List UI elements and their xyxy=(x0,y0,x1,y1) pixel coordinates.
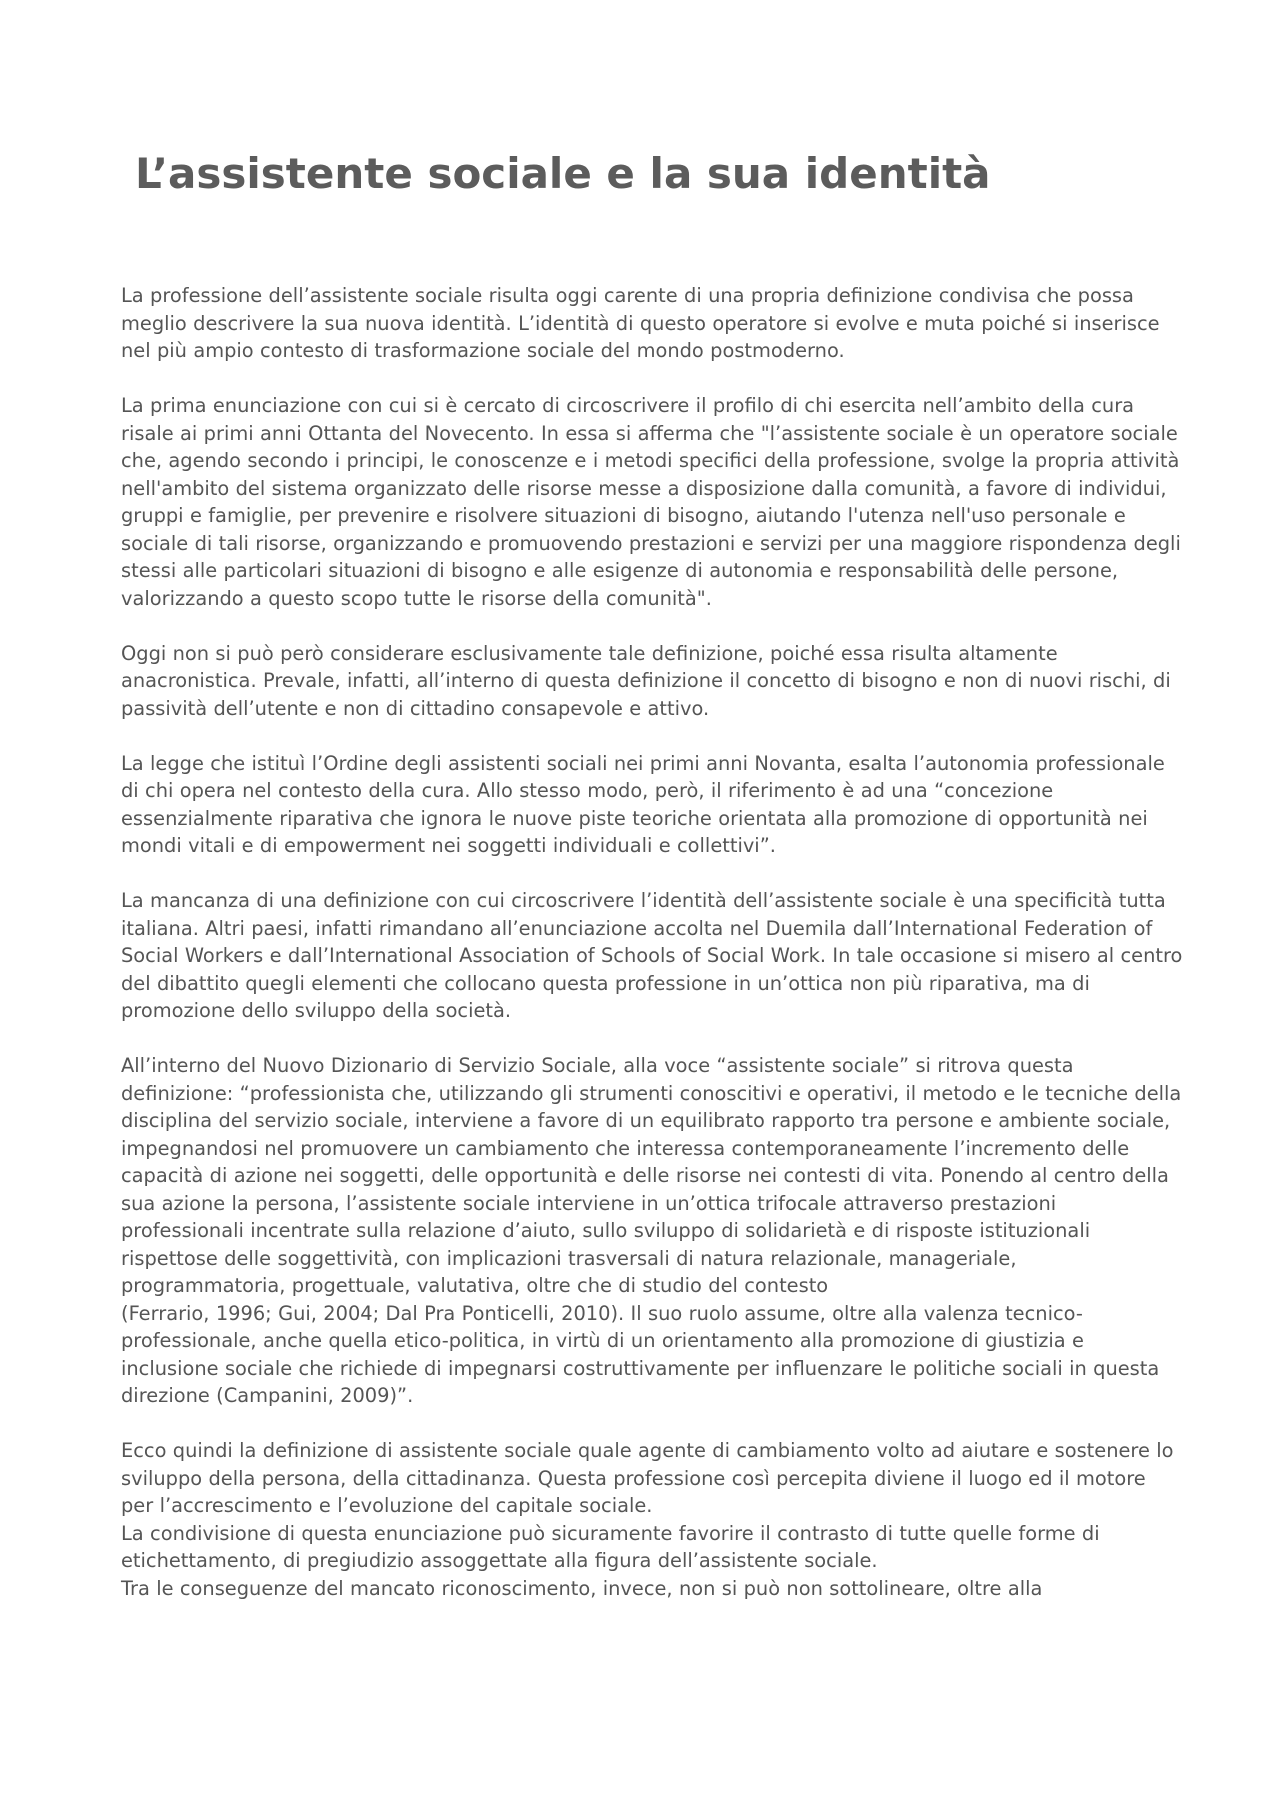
paragraph-dictionary-definition: All’interno del Nuovo Dizionario di Servizio Sociale, alla voce “assistente sociale” si ritrova questa definizione: “professionista che, utilizzando gli strumenti conoscitivi e operativi, il metodo e le tecniche della disciplina del servizio sociale, interviene a favore di un equilibrato rapporto tra persone e ambiente sociale, impegnandosi nel promuovere un cambiamento che interessa contemporaneamente l’incremento delle capacità di azione nei soggetti, delle opportunità e delle risorse nei contesti di vita. Ponendo al centro della sua azione la persona, l’assistente sociale interviene in un’ottica trifocale attraverso prestazioni professionali incentrate sulla relazione d’aiuto, sullo sviluppo di solidarietà e di risposte istituzionali rispettose delle soggettività, con implicazioni trasversali di natura relazionale, manageriale, programmatoria, progettuale, valutativa, oltre che di studio del contesto xyxy=(121,1054,1182,1297)
paragraph-consequences: Tra le conseguenze del mancato riconoscimento, invece, non si può non sottolineare, oltre alla xyxy=(121,1576,1043,1600)
paragraph-sharing: La condivisione di questa enunciazione può sicuramente favorire il contrasto di tutte quelle forme di etichettamento, di pregiudizio assoggettate alla figura dell’assistente sociale. xyxy=(121,1521,1100,1572)
document-title: L’assistente sociale e la sua identità xyxy=(135,149,991,198)
paragraph-law: La legge che istituì l’Ordine degli assistenti sociali nei primi anni Novanta, esalta l’autonomia professionale di chi opera nel contesto della cura. Allo stesso modo, però, il riferimento è ad una “concezione essenzialmente riparativa che ignora le nuove piste teoriche orientata alla promozione di opportunità nei mondi vitali e di empowerment nei soggetti individuali e collettivi”. xyxy=(121,751,1165,857)
paragraph-change-agent: Ecco quindi la definizione di assistente sociale quale agente di cambiamento volto ad aiutare e sostenere lo sviluppo della persona, della cittadinanza. Questa professione così percepita diviene il luogo ed il motore per l’accrescimento e l’evoluzione del capitale sociale. xyxy=(121,1439,1174,1517)
document-body xyxy=(121,282,1183,1602)
paragraph-intro: La professione dell’assistente sociale risulta oggi carente di una propria definizione condivisa che possa meglio descrivere la sua nuova identità. L’identità di questo operatore si evolve e muta poiché si inserisce nel più ampio contesto di trasformazione sociale del mondo postmoderno. xyxy=(121,284,1160,362)
paragraph-international: La mancanza di una definizione con cui circoscrivere l’identità dell’assistente sociale è una specificità tutta italiana. Altri paesi, infatti rimandano all’enunciazione accolta nel Duemila dall’International Federation of Social Workers e dall’International Association of Schools of Social Work. In tale occasione si misero al centro del dibattito quegli elementi che collocano questa professione in un’ottica non più riparativa, ma di promozione dello sviluppo della società. xyxy=(121,889,1183,1022)
paragraph-anachronism: Oggi non si può però considerare esclusivamente tale definizione, poiché essa risulta altamente anacronistica. Prevale, infatti, all’interno di questa definizione il concetto di bisogno e non di nuovi rischi, di passività dell’utente e non di cittadino consapevole e attivo. xyxy=(121,641,1171,720)
paragraph-dictionary-citation: (Ferrario, 1996; Gui, 2004; Dal Pra Ponticelli, 2010). Il suo ruolo assume, oltre alla valenza tecnico-professionale, anche quella etico-politica, in virtù di un orientamento alla promozione di giustizia e inclusione sociale che richiede di impegnarsi costruttivamente per influenzare le politiche sociali in questa direzione (Campanini, 2009)”. xyxy=(121,1301,1160,1407)
paragraph-first-definition: La prima enunciazione con cui si è cercato di circoscrivere il profilo di chi esercita nell’ambito della cura risale ai primi anni Ottanta del Novecento. In essa si afferma che "l’assistente sociale è un operatore sociale che, agendo secondo i principi, le conoscenze e i metodi specifici della professione, svolge la propria attività nell'ambito del sistema organizzato delle risorse messe a disposizione dalla comunità, a favore di individui, gruppi e famiglie, per prevenire e risolvere situazioni di bisogno, aiutando l'utenza nell'uso personale e sociale di tali risorse, organizzando e promuovendo prestazioni e servizi per una maggiore rispondenza degli stessi alle particolari situazioni di bisogno e alle esigenze di autonomia e responsabilità delle persone, valorizzando a questo scopo tutte le risorse della comunità". xyxy=(121,394,1181,610)
